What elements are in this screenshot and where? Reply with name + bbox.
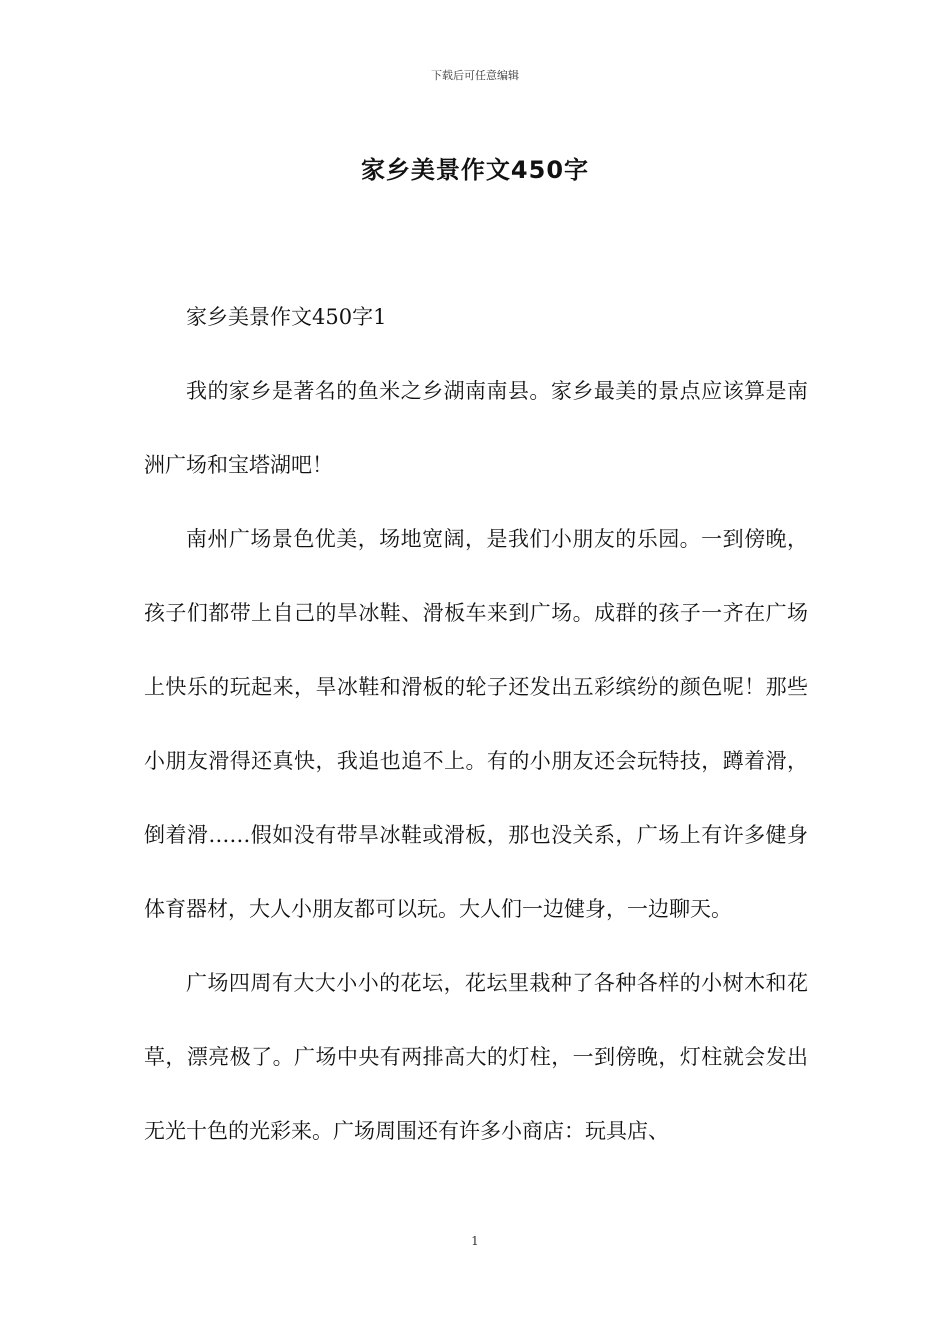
- page-number: 1: [471, 1234, 479, 1248]
- paragraph-1: 我的家乡是著名的鱼米之乡湖南南县。家乡最美的景点应该算是南洲广场和宝塔湖吧！: [144, 379, 808, 477]
- document-body: [144, 280, 808, 1168]
- section-subtitle: 家乡美景作文450字1: [186, 305, 387, 329]
- paragraph-2: 南州广场景色优美，场地宽阔，是我们小朋友的乐园。一到傍晚，孩子们都带上自己的旱冰鞋、滑板车来到广场。成群的孩子一齐在广场上快乐的玩起来，旱冰鞋和滑板的轮子还发出五彩缤纷的颜色呢！那些小朋友滑得还真快，我追也追不上。有的小朋友还会玩特技，蹲着滑，倒着滑……假如没有带旱冰鞋或滑板，那也没关系，广场上有许多健身体育器材，大人小朋友都可以玩。大人们一边健身，一边聊天。: [144, 527, 808, 921]
- header-note: 下载后可任意编辑: [431, 69, 519, 82]
- document-title: 家乡美景作文450字: [360, 156, 590, 184]
- paragraph-3: 广场四周有大大小小的花坛，花坛里栽种了各种各样的小树木和花草，漂亮极了。广场中央有两排高大的灯柱，一到傍晚，灯柱就会发出无光十色的光彩来。广场周围还有许多小商店：玩具店、: [144, 971, 808, 1143]
